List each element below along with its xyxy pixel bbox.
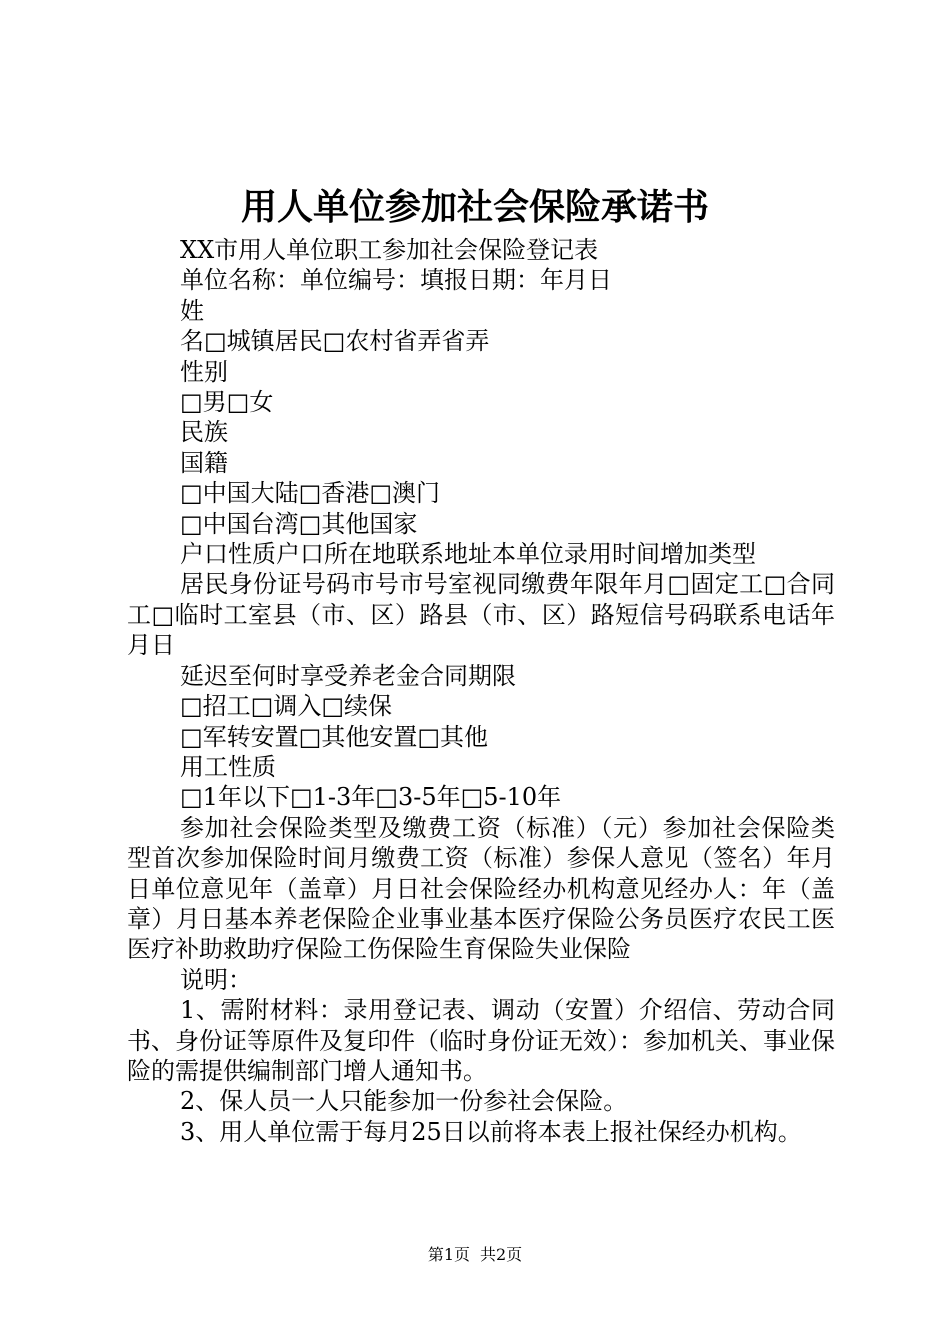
paragraph-form-name: XX市用人单位职工参加社会保险登记表 [180, 236, 599, 264]
paragraph-hire-options: □招工□调入□续保 [180, 692, 393, 721]
paragraph-id-contact: 居民身份证号码市号市号室视同缴费年限年月□固定工□合同工□临时工室县（市、区）路县（市、区）路短信号码联系电话年月日 [127, 570, 835, 660]
paragraph-name-residence: 名□城镇居民□农村省弄省弄 [180, 327, 490, 356]
document-title: 用人单位参加社会保险承诺书 [240, 187, 709, 228]
paragraph-gender-options: □男□女 [180, 388, 274, 417]
paragraph-notes-heading: 说明： [180, 965, 252, 994]
paragraph-placement-options: □军转安置□其他安置□其他 [180, 722, 489, 751]
paragraph-surname: 姓 [180, 296, 204, 325]
paragraph-region-options-1: □中国大陆□香港□澳门 [180, 479, 441, 508]
paragraph-household-info: 户口性质户口所在地联系地址本单位录用时间增加类型 [180, 540, 756, 569]
paragraph-note-3: 3、用人单位需于每月25日以前将本表上报社保经办机构。 [180, 1117, 802, 1146]
paragraph-unit-info: 单位名称：单位编号：填报日期：年月日 [180, 266, 612, 295]
page-footer [0, 1245, 950, 1265]
paragraph-ethnicity: 民族 [180, 418, 228, 447]
page-total: 共2页 [480, 1245, 523, 1264]
paragraph-nationality: 国籍 [180, 448, 228, 477]
paragraph-note-2: 2、保人员一人只能参加一份参社会保险。 [180, 1087, 628, 1116]
page-number: 第1页 [427, 1245, 470, 1264]
document-body [127, 235, 835, 1147]
paragraph-insurance-types: 参加社会保险类型及缴费工资（标准）（元）参加社会保险类型首次参加保险时间月缴费工资（标准）参保人意见（签名）年月日单位意见年（盖章）月日社会保险经办机构意见经办人：年（盖章）月日基本养老保险企业事业基本医疗保险公务员医疗农民工医医疗补助救助疗保险工伤保险生育保险失业保险 [127, 813, 835, 964]
paragraph-employment-type: 用工性质 [180, 752, 276, 781]
paragraph-gender-label: 性别 [180, 357, 228, 386]
paragraph-note-1: 1、需附材料：录用登记表、调动（安置）介绍信、劳动合同书、身份证等原件及复印件（临时身份证无效）：参加机关、事业保险的需提供编制部门增人通知书。 [127, 996, 835, 1085]
paragraph-duration-options: □1年以下□1-3年□3-5年□5-10年 [180, 783, 562, 812]
paragraph-pension-contract: 延迟至何时享受养老金合同期限 [180, 661, 516, 690]
paragraph-region-options-2: □中国台湾□其他国家 [180, 509, 418, 538]
